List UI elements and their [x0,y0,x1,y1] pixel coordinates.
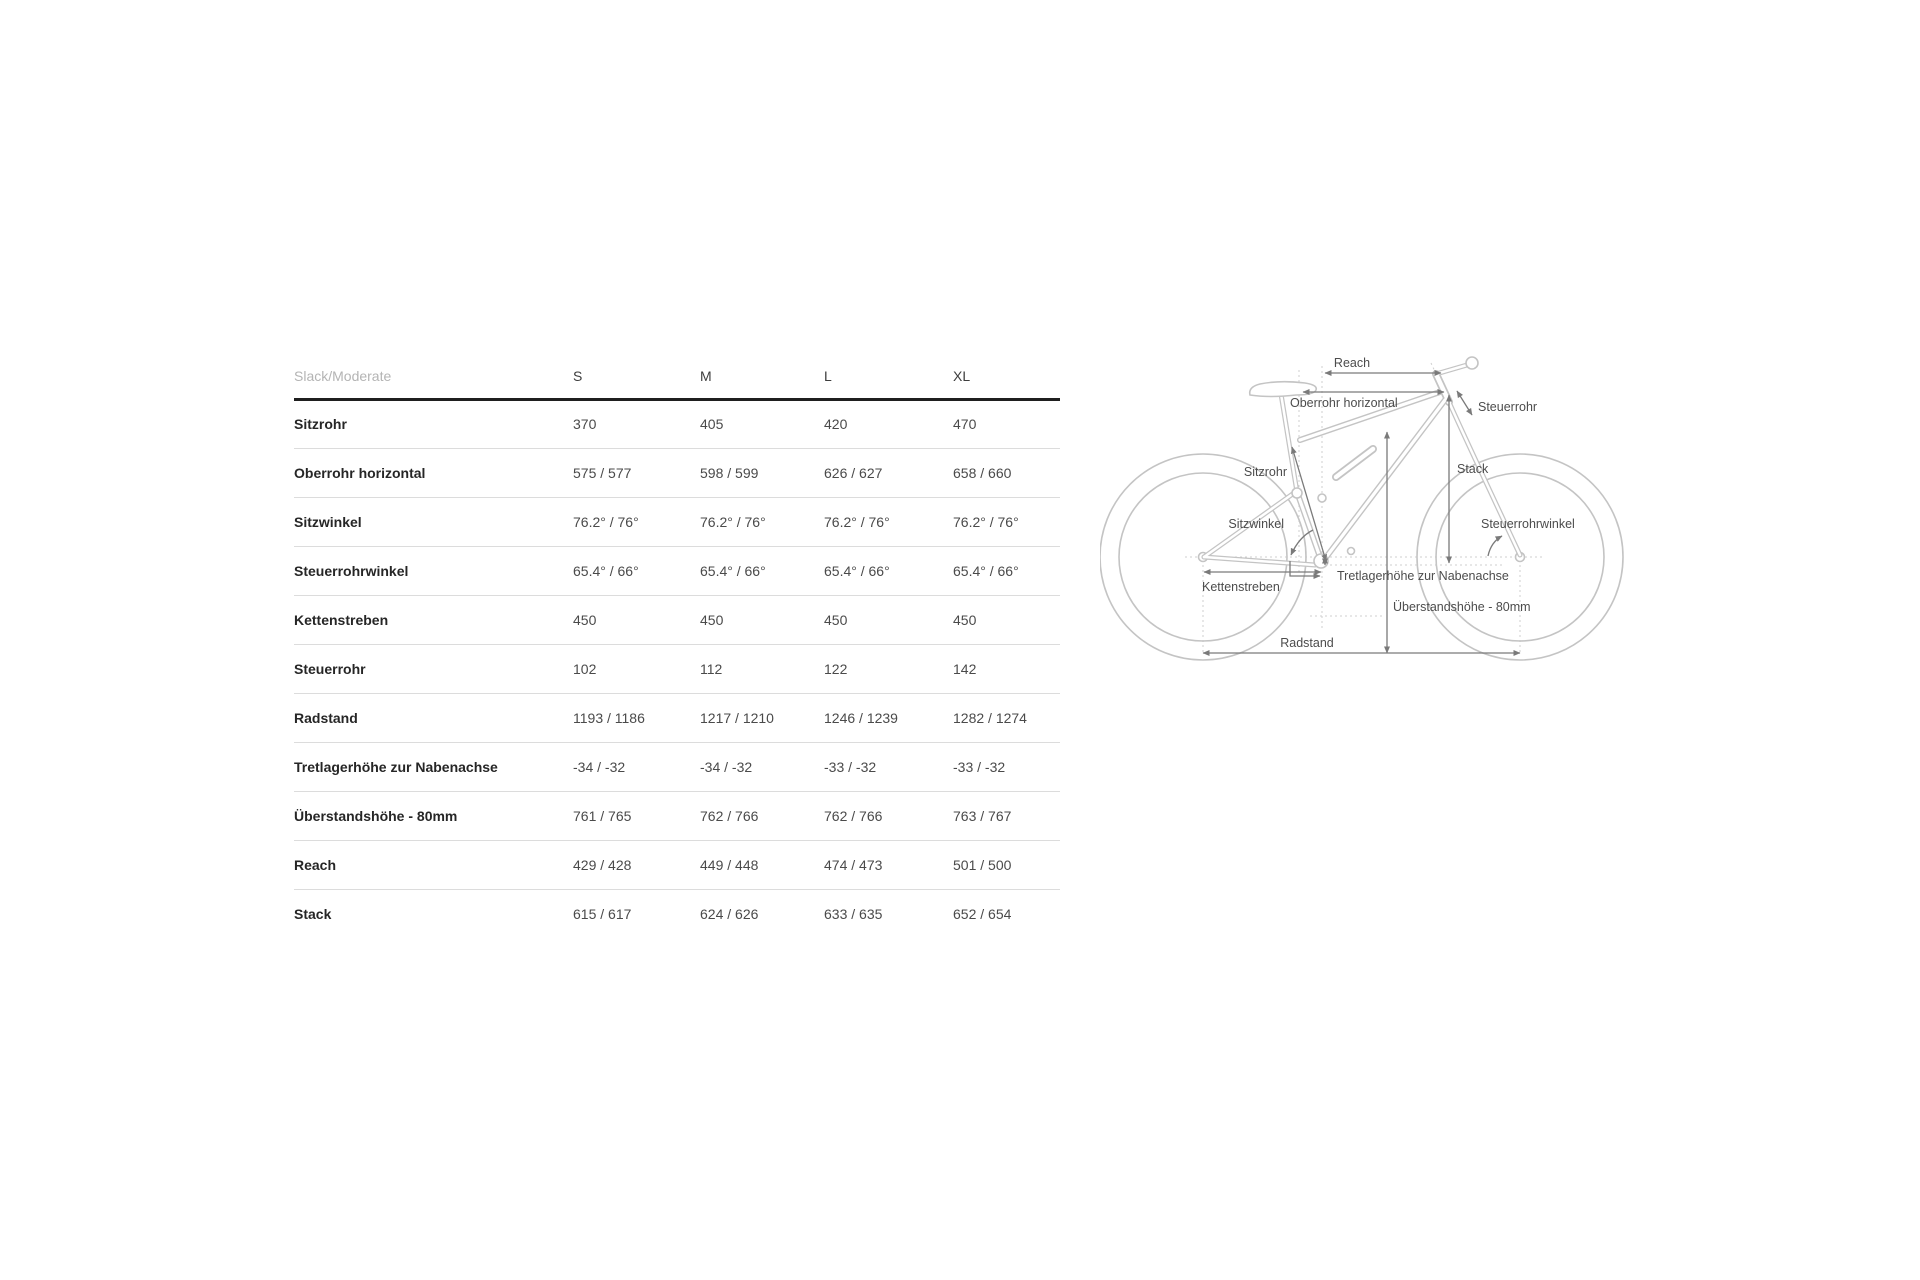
row-value: 470 [953,416,977,432]
table-header-size-xl: XL [953,367,971,384]
row-value: -34 / -32 [573,758,626,775]
row-value: 76.2° / 76° [953,513,1019,530]
table-row [294,595,1060,644]
table-row [294,693,1060,742]
sitzrohr-label: Sitzrohr [1243,465,1287,479]
table-header-mode: Slack/Moderate [294,367,392,384]
link-pivot [1318,494,1326,502]
row-value: 598 / 599 [700,464,759,481]
row-value: 65.4° / 66° [824,562,890,579]
row-value: -33 / -32 [953,758,1006,775]
sitzwinkel-label: Sitzwinkel [1228,517,1284,531]
row-label: Sitzwinkel [294,513,362,530]
row-value: 633 / 635 [824,905,883,922]
saddle [1250,382,1317,397]
table-header-size-l: L [824,367,832,384]
row-value: 122 [824,660,848,677]
table-header-size-m: M [700,367,712,384]
row-value: 658 / 660 [953,464,1012,481]
row-value: 65.4° / 66° [700,562,766,579]
row-value: 474 / 473 [824,856,883,873]
row-label: Oberrohr horizontal [294,464,426,481]
table-row [294,742,1060,791]
row-label: Tretlagerhöhe zur Nabenachse [294,758,498,775]
row-value: -33 / -32 [824,758,877,775]
row-value: 112 [700,660,723,677]
row-value: 65.4° / 66° [573,562,639,579]
row-label: Reach [294,856,337,873]
chainstay-pivot [1348,548,1355,555]
row-value: 76.2° / 76° [700,513,766,530]
row-label: Überstandshöhe - 80mm [294,807,458,824]
row-value: 762 / 766 [700,807,759,824]
ueberstand-label: Überstandshöhe - 80mm [1393,600,1531,614]
row-label: Steuerrohrwinkel [294,562,409,579]
row-value: 429 / 428 [573,856,632,873]
row-label: Sitzrohr [294,416,347,432]
table-row [294,644,1060,693]
table-row [294,840,1060,889]
steuerrohr-label: Steuerrohr [1478,400,1538,414]
row-value: 405 [700,416,724,432]
table-header-row [294,354,1060,399]
row-value: 450 [700,611,724,628]
geometry-table [294,354,1060,938]
handlebar-grip [1466,357,1478,369]
row-label: Radstand [294,709,358,726]
row-value: 1282 / 1274 [953,709,1027,726]
steuerrohrwinkel-label: Steuerrohrwinkel [1481,517,1575,531]
row-value: 102 [573,660,597,677]
row-value: 626 / 627 [824,464,883,481]
row-value: 449 / 448 [700,856,759,873]
oberrohr-label: Oberrohr horizontal [1290,396,1398,410]
radstand-label: Radstand [1280,636,1334,650]
row-value: 575 / 577 [573,464,632,481]
steuerrohrwinkel-arc [1488,536,1502,556]
row-value: 501 / 500 [953,856,1012,873]
row-value: 624 / 626 [700,905,759,922]
row-value: 1193 / 1186 [573,709,645,726]
steuerrohr-arrow [1457,391,1472,415]
row-label: Stack [294,905,332,922]
row-value: 450 [573,611,597,628]
table-row [294,497,1060,546]
row-label: Kettenstreben [294,611,389,628]
bike-geometry-diagram [1100,340,1660,680]
table-row [294,791,1060,840]
row-value: 370 [573,416,597,432]
row-value: 762 / 766 [824,807,883,824]
row-value: 761 / 765 [573,807,632,824]
row-value: 450 [824,611,848,628]
row-value: 1246 / 1239 [824,709,898,726]
reach-label: Reach [1333,356,1371,370]
table-row [294,546,1060,595]
kettenstreben-label: Kettenstreben [1202,580,1280,594]
row-value: -34 / -32 [700,758,753,775]
row-value: 420 [824,416,848,432]
geometry-table-body [294,399,1060,938]
row-label: Steuerrohr [294,660,366,677]
row-value: 652 / 654 [953,905,1012,922]
row-value: 76.2° / 76° [824,513,890,530]
rocker-pivot [1292,488,1302,498]
row-value: 615 / 617 [573,905,632,922]
table-row [294,448,1060,497]
diagram-labels [1202,356,1575,650]
row-value: 65.4° / 66° [953,562,1019,579]
tretlager-label: Tretlagerhöhe zur Nabenachse [1337,569,1509,583]
row-value: 1217 / 1210 [700,709,774,726]
row-value: 763 / 767 [953,807,1012,824]
row-value: 76.2° / 76° [573,513,639,530]
table-header-size-s: S [573,367,583,384]
stack-label: Stack [1457,462,1489,476]
row-value: 142 [953,660,977,677]
row-value: 450 [953,611,977,628]
table-row [294,889,1060,938]
table-row [294,399,1060,448]
